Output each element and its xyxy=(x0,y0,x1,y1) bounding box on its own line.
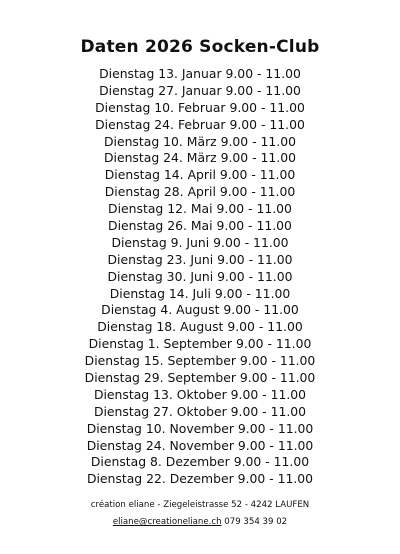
phone-number: 079 354 39 02 xyxy=(224,517,288,527)
date-item: Dienstag 28. April 9.00 - 11.00 xyxy=(104,184,296,200)
date-item: Dienstag 9. Juni 9.00 - 11.00 xyxy=(111,234,289,250)
date-item: Dienstag 15. September 9.00 - 11.00 xyxy=(84,353,316,369)
date-item: Dienstag 14. April 9.00 - 11.00 xyxy=(104,167,296,183)
date-item: Dienstag 18. August 9.00 - 11.00 xyxy=(97,319,303,335)
date-item: Dienstag 27. Januar 9.00 - 11.00 xyxy=(99,82,301,98)
date-list xyxy=(0,66,400,488)
date-item: Dienstag 29. September 9.00 - 11.00 xyxy=(84,370,316,386)
date-item: Dienstag 10. März 9.00 - 11.00 xyxy=(103,133,297,149)
footer xyxy=(0,497,400,531)
date-item: Dienstag 24. Februar 9.00 - 11.00 xyxy=(95,116,305,132)
date-item: Dienstag 24. März 9.00 - 11.00 xyxy=(103,150,297,166)
date-item: Dienstag 13. Januar 9.00 - 11.00 xyxy=(99,66,301,81)
date-item: Dienstag 30. Juni 9.00 - 11.00 xyxy=(107,268,293,284)
date-item: Dienstag 27. Oktober 9.00 - 11.00 xyxy=(93,403,307,419)
date-item: Dienstag 14. Juli 9.00 - 11.00 xyxy=(109,285,291,301)
email-link[interactable]: eliane@creationeliane.ch xyxy=(112,517,222,527)
date-item: Dienstag 10. November 9.00 - 11.00 xyxy=(86,420,314,436)
date-item: Dienstag 1. September 9.00 - 11.00 xyxy=(88,336,312,352)
date-item: Dienstag 10. Februar 9.00 - 11.00 xyxy=(95,99,305,115)
footer-contact xyxy=(0,514,400,531)
date-item: Dienstag 4. August 9.00 - 11.00 xyxy=(101,302,299,318)
page-title: Daten 2026 Socken-Club xyxy=(80,37,320,57)
date-item: Dienstag 23. Juni 9.00 - 11.00 xyxy=(107,251,293,267)
date-item: Dienstag 13. Oktober 9.00 - 11.00 xyxy=(93,386,307,402)
date-item: Dienstag 22. Dezember 9.00 - 11.00 xyxy=(86,471,314,487)
footer-address: création eliane - Ziegeleistrasse 52 - 4242 LAUFEN xyxy=(90,500,310,510)
date-item: Dienstag 8. Dezember 9.00 - 11.00 xyxy=(90,454,310,470)
date-item: Dienstag 24. November 9.00 - 11.00 xyxy=(86,437,314,453)
date-item: Dienstag 12. Mai 9.00 - 11.00 xyxy=(108,201,292,217)
date-item: Dienstag 26. Mai 9.00 - 11.00 xyxy=(108,218,292,234)
